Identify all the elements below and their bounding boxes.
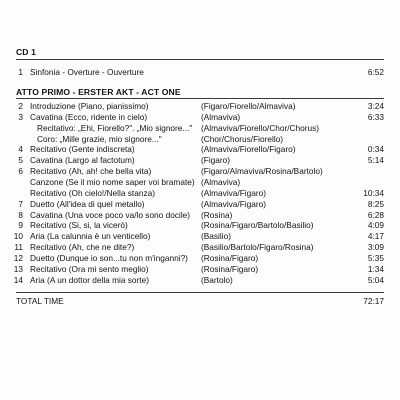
track-time: 3:24 [367, 101, 384, 111]
track-title: Cavatina (Una voce poco va/lo sono docile) [30, 209, 191, 220]
track-row [0, 177, 400, 188]
track-row [0, 144, 400, 155]
track-title: Aria (A un dottor della mia sorte) [30, 274, 149, 285]
track-row [0, 253, 400, 264]
track-row [0, 112, 400, 123]
track-artists: (Bartolo) [201, 274, 233, 285]
track-number: 11 [14, 242, 23, 252]
track-row [0, 220, 400, 231]
track-title: Coro: „Mille grazie, mio signore..." [37, 133, 162, 144]
track-title: Duetto (All'idea di quel metallo) [30, 198, 145, 209]
track-artists: (Rosina/Figaro) [201, 252, 259, 263]
total-time-label: TOTAL TIME [16, 296, 64, 306]
cd-heading-rule [16, 59, 384, 60]
track-number: 14 [13, 274, 23, 285]
track-artists: (Rosina/Figaro/Bartolo/Basilio) [201, 220, 314, 231]
total-time-row [16, 296, 384, 307]
track-row [0, 264, 400, 275]
track-row [0, 242, 400, 253]
track-number: 5 [18, 155, 23, 166]
track-artists: (Almaviva) [201, 111, 241, 122]
track-time: 8:25 [367, 198, 384, 209]
track-time: 6:33 [367, 111, 384, 122]
track-title: Recitativo (Ora mi sento meglio) [30, 263, 149, 274]
track-title: Canzone (Se il mio nome saper voi bramate) [30, 176, 195, 187]
track-artists: (Almaviva/Figaro) [201, 187, 267, 198]
track-time: 6:52 [367, 67, 384, 77]
track-title: Recitativo (Ah, ah! che bella vita) [30, 166, 152, 177]
track-title: Recitativo: „Ehi, Fiorello?". „Mio signore..." [37, 122, 193, 133]
track-number: 3 [18, 111, 23, 122]
track-time: 3:09 [367, 242, 384, 252]
track-row [0, 166, 400, 177]
track-number: 2 [18, 101, 23, 111]
track-artists: (Rosina/Figaro) [201, 263, 259, 274]
track-number: 8 [18, 209, 23, 220]
track-title: Aria (La calunnia è un venticello) [30, 231, 151, 242]
track-time: 10:34 [363, 187, 384, 198]
track-row [0, 134, 400, 145]
track-artists: (Almaviva) [201, 176, 241, 187]
track-artists: (Figaro/Almaviva/Rosina/Bartolo) [201, 166, 323, 177]
track-title: Recitativo (Si, si, la vicerò) [30, 220, 128, 231]
track-artists: (Almaviva/Fiorello/Chor/Chorus) [201, 122, 320, 133]
track-number: 1 [18, 67, 23, 77]
track-number: 9 [18, 220, 23, 231]
track-number: 12 [13, 252, 23, 263]
track-row [0, 231, 400, 242]
track-title: Duetto (Dunque io son...tu non m'inganni?) [30, 252, 188, 263]
track-row [0, 199, 400, 210]
track-time: 5:04 [367, 274, 384, 285]
track-number: 4 [18, 144, 23, 155]
track-title: Cavatina (Ecco, ridente in cielo) [30, 111, 148, 122]
track-number: 6 [18, 166, 23, 177]
track-number: 10 [13, 231, 23, 242]
track-title: Recitativo (Ah, che ne dite?) [30, 242, 135, 252]
track-title: Sinfonia - Overture - Ouverture [30, 67, 144, 77]
total-time-value: 72:17 [363, 296, 384, 306]
track-title: Cavatina (Largo al factotum) [30, 155, 135, 166]
track-row [0, 123, 400, 134]
act-heading: ATTO PRIMO - ERSTER AKT - ACT ONE [16, 87, 181, 97]
track-time: 6:28 [367, 209, 384, 220]
track-title: Introduzione (Piano, pianissimo) [30, 101, 149, 111]
track-row [0, 188, 400, 199]
track-row [0, 155, 400, 166]
track-time: 4:17 [367, 231, 384, 242]
cd-heading: CD 1 [16, 47, 36, 57]
total-rule [16, 292, 384, 293]
track-title: Recitativo (Gente indiscreta) [30, 144, 135, 155]
track-number: 7 [18, 198, 23, 209]
track-time: 5:14 [367, 155, 384, 166]
track-row [0, 101, 400, 112]
track-title: Recitativo (Oh cielo!/Nella stanza) [30, 187, 155, 198]
act-heading-rule [16, 98, 384, 99]
track-artists: (Almaviva/Figaro) [201, 198, 267, 209]
track-artists: (Rosina) [201, 209, 233, 220]
cd-track-row [0, 67, 400, 78]
track-time: 1:34 [367, 263, 384, 274]
track-artists: (Figaro/Fiorello/Almaviva) [201, 101, 296, 111]
track-row [0, 275, 400, 286]
track-artists: (Basilio/Bartolo/Figaro/Rosina) [201, 242, 314, 252]
track-artists: (Basilio) [201, 231, 231, 242]
track-artists: (Almaviva/Fiorello/Figaro) [201, 144, 296, 155]
track-artists: (Figaro) [201, 155, 231, 166]
track-row [0, 210, 400, 221]
track-number: 13 [13, 263, 23, 274]
track-time: 4:09 [367, 220, 384, 231]
track-time: 5:35 [367, 252, 384, 263]
track-time: 0:34 [367, 144, 384, 155]
track-artists: (Chor/Chorus/Fiorello) [201, 133, 284, 144]
